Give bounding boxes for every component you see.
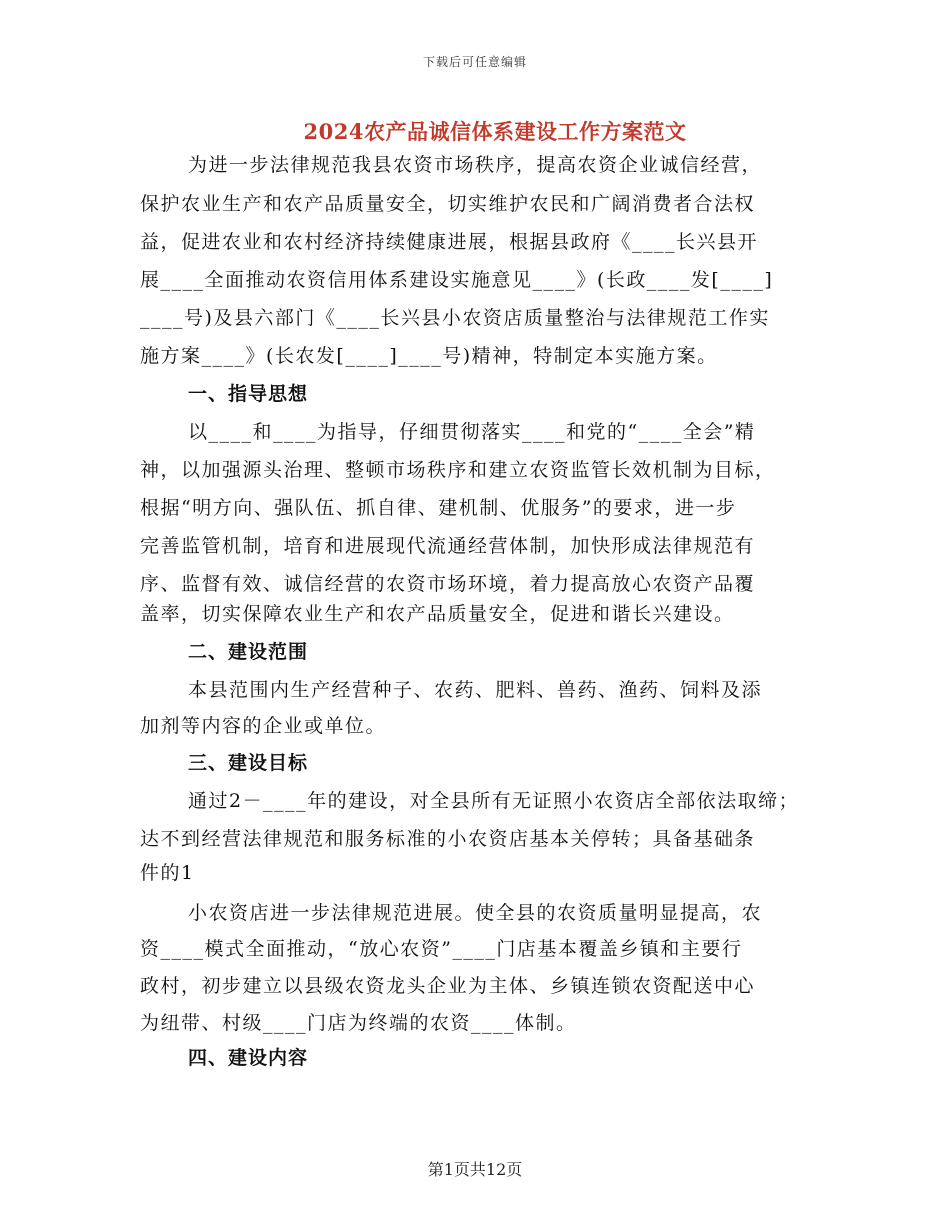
paragraph-line: 加剂等内容的企业或单位。 [140,715,387,737]
paragraph-line: 达不到经营法律规范和服务标准的小农资店基本关停转；具备基础条 [140,828,756,850]
section-heading: 一、指导思想 [188,383,309,405]
paragraph-line: 展____全面推动农资信用体系建设实施意见____》(长政____发[____] [140,269,774,291]
paragraph-line: 政村，初步建立以县级农资龙头企业为主体、乡镇连锁农资配送中心 [140,975,756,997]
paragraph-line: ____号)及县六部门《____长兴县小农资店质量整治与法律规范工作实 [140,307,770,329]
paragraph-line: 序、监督有效、诚信经营的农资市场环境，着力提高放心农资产品覆 [140,573,756,595]
paragraph-line: 资____模式全面推动，“放心农资”____门店基本覆盖乡镇和主要行 [140,938,743,960]
document-title: 2024农产品诚信体系建设工作方案范文 [303,119,687,144]
paragraph-line: 完善监管机制，培育和进展现代流通经营体制，加快形成法律规范有 [140,535,756,557]
paragraph-line: 施方案____》(长农发[____]____号)精神，特制定本实施方案。 [140,345,718,367]
header-note: 下载后可任意编辑 [422,55,527,69]
page-footer: 第1页共12页 [427,1160,523,1179]
paragraph-line: 保护农业生产和农产品质量安全，切实维护农民和广阔消费者合法权 [140,193,756,215]
section-heading: 三、建设目标 [188,752,309,774]
paragraph-line: 以____和____为指导，仔细贯彻落实____和党的“____全会”精 [188,421,756,443]
paragraph-line: 通过2－____年的建设，对全县所有无证照小农资店全部依法取缔； [188,790,800,812]
paragraph-line: 根据“明方向、强队伍、抓自律、建机制、优服务”的要求，进一步 [140,497,737,519]
paragraph-line: 益，促进农业和农村经济持续健康进展，根据县政府《____长兴县开 [140,231,759,253]
paragraph-line: 本县范围内生产经营种子、农药、肥料、兽药、渔药、饲料及添 [188,679,763,701]
paragraph-line: 盖率，切实保障农业生产和农产品质量安全，促进和谐长兴建设。 [140,603,735,625]
paragraph-line: 件的1 [140,862,195,884]
paragraph-line: 神，以加强源头治理、整顿市场秩序和建立农资监管长效机制为目标， [140,459,776,481]
paragraph-line: 小农资店进一步法律规范进展。使全县的农资质量明显提高，农 [188,902,763,924]
section-heading: 二、建设范围 [188,641,309,663]
section-heading: 四、建设内容 [188,1047,309,1069]
paragraph-line: 为纽带、村级____门店为终端的农资____体制。 [140,1012,577,1034]
paragraph-line: 为进一步法律规范我县农资市场秩序，提高农资企业诚信经营， [188,154,763,176]
